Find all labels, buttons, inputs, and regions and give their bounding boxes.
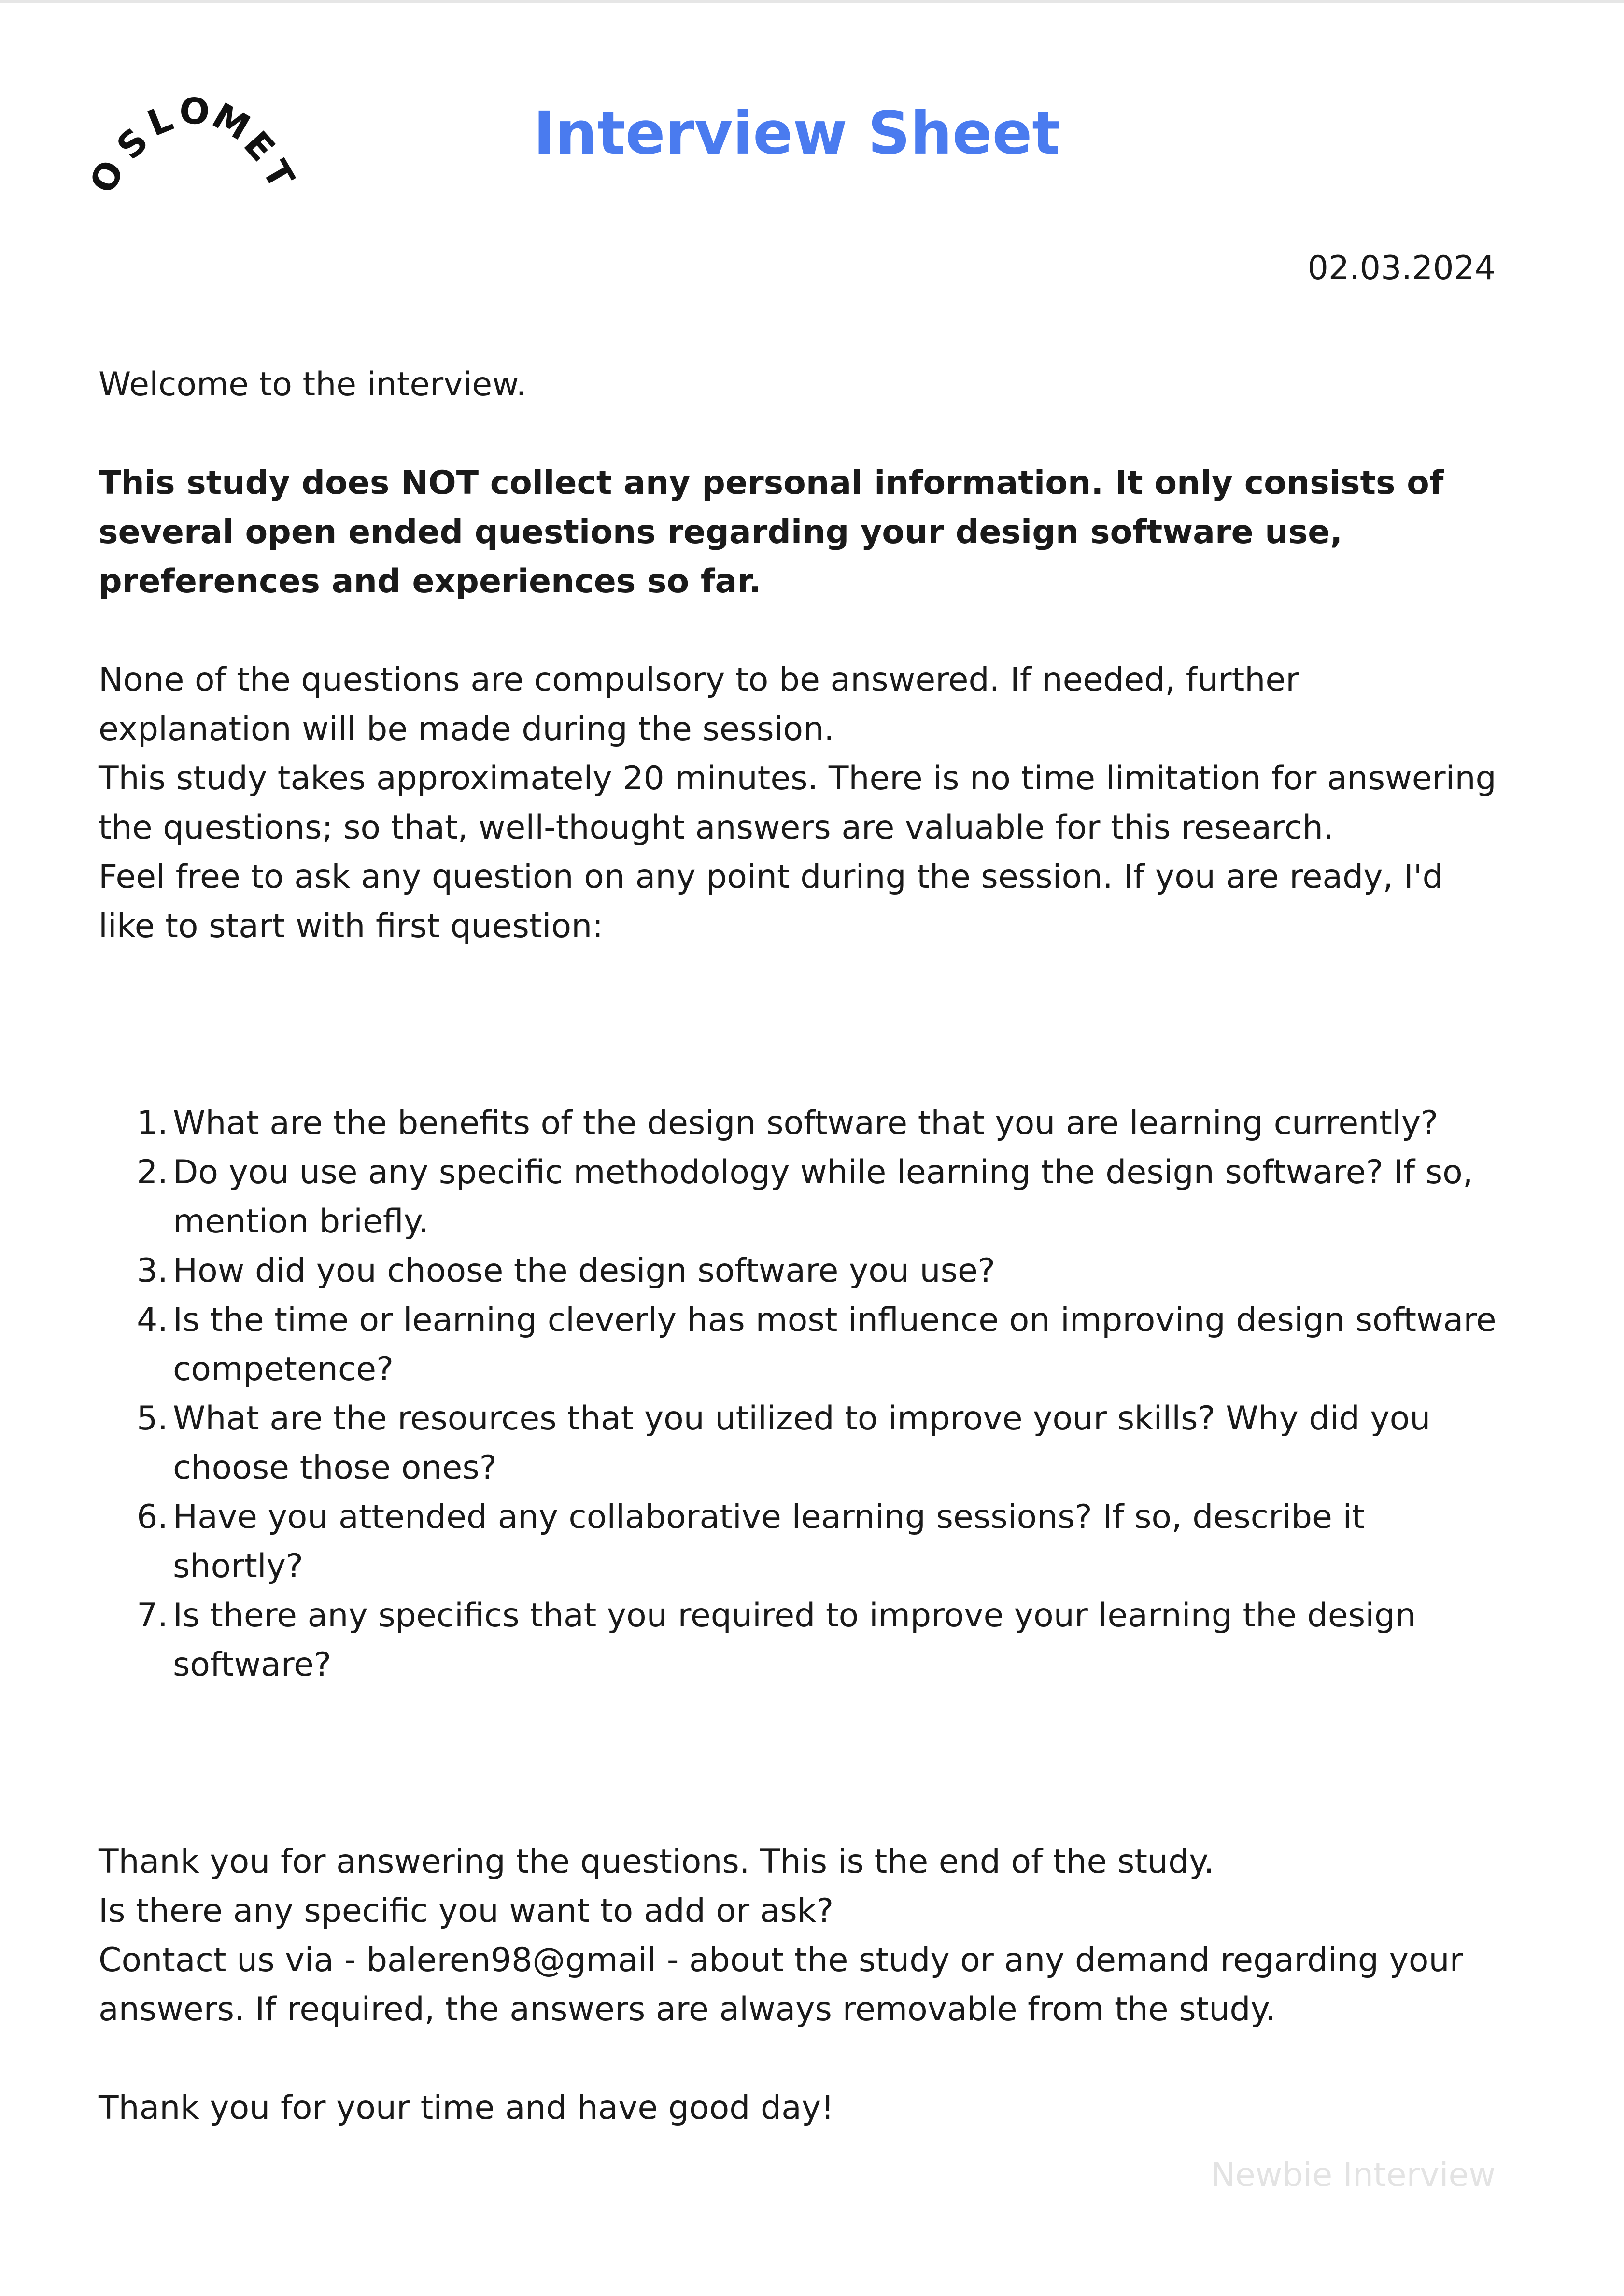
question-text: Is there any specifics that you required to improve your learning the design software?	[173, 1596, 1416, 1684]
logo-letter: O	[178, 89, 212, 134]
document-body	[99, 360, 1499, 2133]
intro-paragraph: Feel free to ask any question on any point during the session. If you are ready, I'd like to start with first question:	[99, 858, 1443, 945]
contact-text: Contact us via - baleren98@gmail - about the study or any demand regarding your answers. If required, the answers are always removable from the study.	[99, 1941, 1463, 2029]
logo-letter: L	[141, 98, 179, 145]
closing-text: Thank you for answering the questions. This is the end of the study.	[99, 1843, 1214, 1881]
question-text: What are the benefits of the design software that you are learning currently?	[173, 1104, 1439, 1142]
question-item	[137, 1591, 1499, 1690]
welcome-text: Welcome to the interview.	[99, 365, 527, 404]
question-number: 2.	[137, 1153, 168, 1191]
logo-letter: M	[205, 95, 257, 149]
question-text: What are the resources that you utilized to improve your skills? Why did you choose those ones?	[173, 1400, 1431, 1487]
document-date: 02.03.2024	[1307, 249, 1496, 287]
oslomet-logo	[82, 75, 302, 201]
question-number: 7.	[137, 1596, 168, 1635]
logo-letter: O	[82, 154, 133, 200]
intro-paragraph: None of the questions are compulsory to be answered. If needed, further explanation will be made during the session.	[99, 661, 1299, 748]
question-number: 6.	[137, 1498, 168, 1536]
closing-text: Is there any specific you want to add or ask?	[99, 1892, 834, 1930]
intro-paragraph: This study takes approximately 20 minutes. There is no time limitation for answering the questions; so that, well-thought answers are valuable for this research.	[99, 759, 1497, 847]
question-number: 1.	[137, 1104, 168, 1142]
privacy-notice: This study does NOT collect any personal information. It only consists of several open ended questions regarding your design software use, preferences and experiences so far.	[99, 464, 1444, 601]
question-item	[137, 1246, 1499, 1296]
logo-letter: S	[109, 120, 156, 168]
question-item	[137, 1296, 1499, 1394]
question-list	[99, 1099, 1499, 1690]
question-item	[137, 1099, 1499, 1148]
question-item	[137, 1148, 1499, 1246]
question-text: Do you use any specific methodology while learning the design software? If so, mention briefly.	[173, 1153, 1473, 1241]
question-item	[137, 1394, 1499, 1493]
question-number: 5.	[137, 1400, 168, 1438]
logo-letter: T	[254, 154, 302, 196]
question-item	[137, 1493, 1499, 1591]
question-text: How did you choose the design software you use?	[173, 1252, 995, 1290]
question-text: Is the time or learning cleverly has most influence on improving design software competence?	[173, 1301, 1497, 1388]
farewell-text: Thank you for your time and have good day!	[99, 2089, 834, 2127]
logo-letter: E	[235, 123, 283, 169]
question-number: 4.	[137, 1301, 168, 1339]
page-title: Interview Sheet	[533, 99, 1060, 168]
question-number: 3.	[137, 1252, 168, 1290]
question-text: Have you attended any collaborative learning sessions? If so, describe it shortly?	[173, 1498, 1365, 1585]
footer-watermark-label: Newbie Interview	[1210, 2156, 1496, 2194]
